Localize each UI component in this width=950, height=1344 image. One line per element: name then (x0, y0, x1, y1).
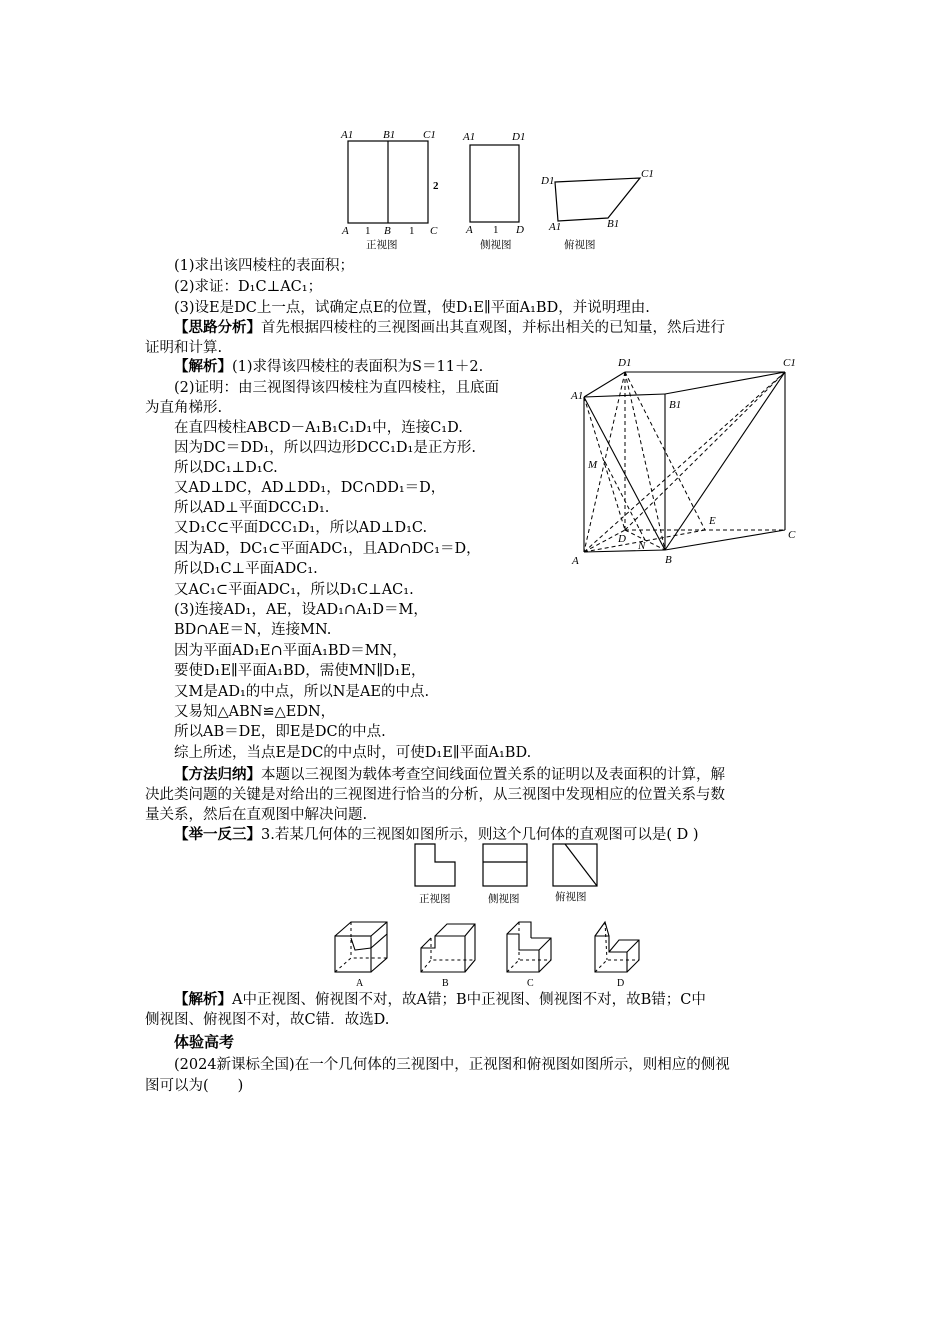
side-label-d: D (516, 224, 524, 236)
option-a-label: A (356, 978, 364, 989)
perspective-label-a1: A1 (571, 390, 584, 402)
practice-top-caption: 俯视图 (555, 892, 587, 903)
option-a-solid (335, 922, 387, 972)
top-label-c1: C1 (641, 168, 654, 180)
top-label-d1: D1 (541, 175, 555, 187)
perspective-label-b1: B1 (669, 399, 682, 411)
solution-step: 又D₁C⊂平面DCC₁D₁，所以AD⊥D₁C. (174, 520, 428, 536)
top-view-caption: 俯视图 (564, 240, 596, 251)
solution-step: 因为平面AD₁E∩平面A₁BD＝MN， (174, 643, 407, 659)
solution-proof-line-1: (2)证明：由三视图得该四棱柱为直四棱柱，且底面 (174, 380, 500, 396)
front-label-a1: A1 (341, 129, 354, 141)
practice-option-figures (325, 908, 650, 990)
solution-label: 【解析】 (174, 358, 232, 375)
front-dim-2: 1 (409, 225, 415, 237)
perspective-label-d: D (618, 533, 626, 545)
option-d-solid (595, 922, 639, 972)
practice-side-caption: 侧视图 (488, 894, 520, 905)
front-dim-1: 1 (365, 225, 371, 237)
solution-step: 所以AD⊥平面DCC₁D₁. (174, 500, 330, 516)
practice-front-caption: 正视图 (419, 894, 451, 905)
side-view-caption: 侧视图 (480, 240, 512, 251)
solution-step: 又AC₁⊂平面ADC₁，所以D₁C⊥AC₁. (174, 582, 414, 598)
solution-step: 综上所述，当点E是DC的中点时，可使D₁E∥平面A₁BD. (174, 745, 532, 761)
solution2-label: 【解析】 (174, 991, 232, 1008)
front-label-b: B (384, 225, 391, 237)
exam-line-1: (2024新课标全国)在一个几何体的三视图中，正视图和俯视图如图所示，则相应的侧视 (174, 1057, 730, 1073)
side-label-a: A (466, 224, 473, 236)
option-b-solid (421, 924, 475, 972)
practice-line: 【举一反三】3.若某几何体的三视图如图所示，则这个几何体的直观图可以是( D ) (174, 826, 699, 843)
front-label-b1: B1 (383, 129, 396, 141)
method-line-1: 【方法归纳】本题以三视图为载体考查空间线面位置关系的证明以及表面积的计算，解 (174, 766, 725, 783)
side-dim: 1 (493, 224, 499, 236)
section-title: 体验高考 (174, 1033, 235, 1051)
question-line-3: (3)设E是DC上一点，试确定点E的位置，使D₁E∥平面A₁BD，并说明理由. (174, 300, 650, 316)
top-label-a1: A1 (549, 221, 562, 233)
front-label-a: A (342, 225, 349, 237)
solution-step: 又AD⊥DC，AD⊥DD₁，DC∩DD₁＝D， (174, 480, 446, 496)
side-label-d1: D1 (512, 131, 526, 143)
perspective-label-n: N (638, 540, 646, 552)
solution-step: 又M是AD₁的中点，所以N是AE的中点. (174, 684, 430, 700)
perspective-label-e: E (709, 515, 716, 527)
three-view-figure (330, 122, 660, 254)
method-label: 【方法归纳】 (174, 766, 261, 783)
solution-step: (3)连接AD₁，AE，设AD₁∩A₁D＝M， (174, 602, 428, 618)
option-d-label: D (617, 978, 625, 989)
analysis-line-1: 【思路分析】首先根据四棱柱的三视图画出其直观图，并标出相关的已知量，然后进行 (174, 319, 725, 336)
exam-line-2: 图可以为( ) (145, 1078, 244, 1094)
front-label-c1: C1 (423, 129, 436, 141)
solution-step: 因为AD，DC₁⊂平面ADC₁，且AD∩DC₁＝D， (174, 541, 481, 557)
solution2-line-1: 【解析】A中正视图、俯视图不对，故A错；B中正视图、侧视图不对，故B错；C中 (174, 991, 706, 1008)
side-label-a1: A1 (463, 131, 476, 143)
option-c-label: C (527, 978, 534, 989)
perspective-label-c1: C1 (783, 357, 796, 369)
method-line-3: 量关系，然后在直观图中解决问题. (145, 807, 368, 823)
top-label-b1: B1 (607, 218, 620, 230)
solution-step: 所以AB＝DE，即E是DC的中点. (174, 724, 386, 740)
method-line-2: 决此类问题的关键是对给出的三视图进行恰当的分析，从三视图中发现相应的位置关系与数 (145, 787, 725, 803)
question-line-1: (1)求出该四棱柱的表面积； (174, 258, 355, 274)
perspective-label-d1: D1 (618, 357, 632, 369)
solution-proof-line-2: 为直角梯形. (145, 400, 223, 416)
analysis-label: 【思路分析】 (174, 319, 261, 336)
prism-perspective-figure (570, 352, 810, 572)
solution-step: 要使D₁E∥平面A₁BD，需使MN∥D₁E， (174, 663, 426, 679)
question-line-2: (2)求证：D₁C⊥AC₁； (174, 279, 323, 295)
solution2-line-2: 侧视图、俯视图不对，故C错．故选D. (145, 1012, 390, 1028)
solution-step: 因为DC＝DD₁，所以四边形DCC₁D₁是正方形. (174, 440, 476, 456)
solution-step: 在直四棱柱ABCD－A₁B₁C₁D₁中，连接C₁D. (174, 420, 463, 436)
front-label-c: C (430, 225, 438, 237)
front-view-caption: 正视图 (366, 240, 398, 251)
front-dim-height: 2 (433, 180, 439, 192)
perspective-label-a: A (572, 555, 579, 567)
option-c-solid (507, 922, 551, 972)
solution-step: 所以D₁C⊥平面ADC₁. (174, 561, 318, 577)
practice-label: 【举一反三】 (174, 826, 261, 843)
solution-step: BD∩AE＝N，连接MN. (174, 622, 332, 638)
perspective-label-m: M (588, 459, 598, 471)
solution-line-1: 【解析】(1)求得该四棱柱的表面积为S＝11＋2. (174, 358, 484, 375)
option-b-label: B (442, 978, 449, 989)
solution-step: 又易知△ABN≌△EDN， (174, 704, 336, 720)
analysis-line-2: 证明和计算. (145, 340, 223, 356)
perspective-label-b: B (665, 554, 672, 566)
solution-step: 所以DC₁⊥D₁C. (174, 460, 278, 476)
perspective-label-c: C (788, 529, 796, 541)
practice-three-views (405, 838, 615, 908)
